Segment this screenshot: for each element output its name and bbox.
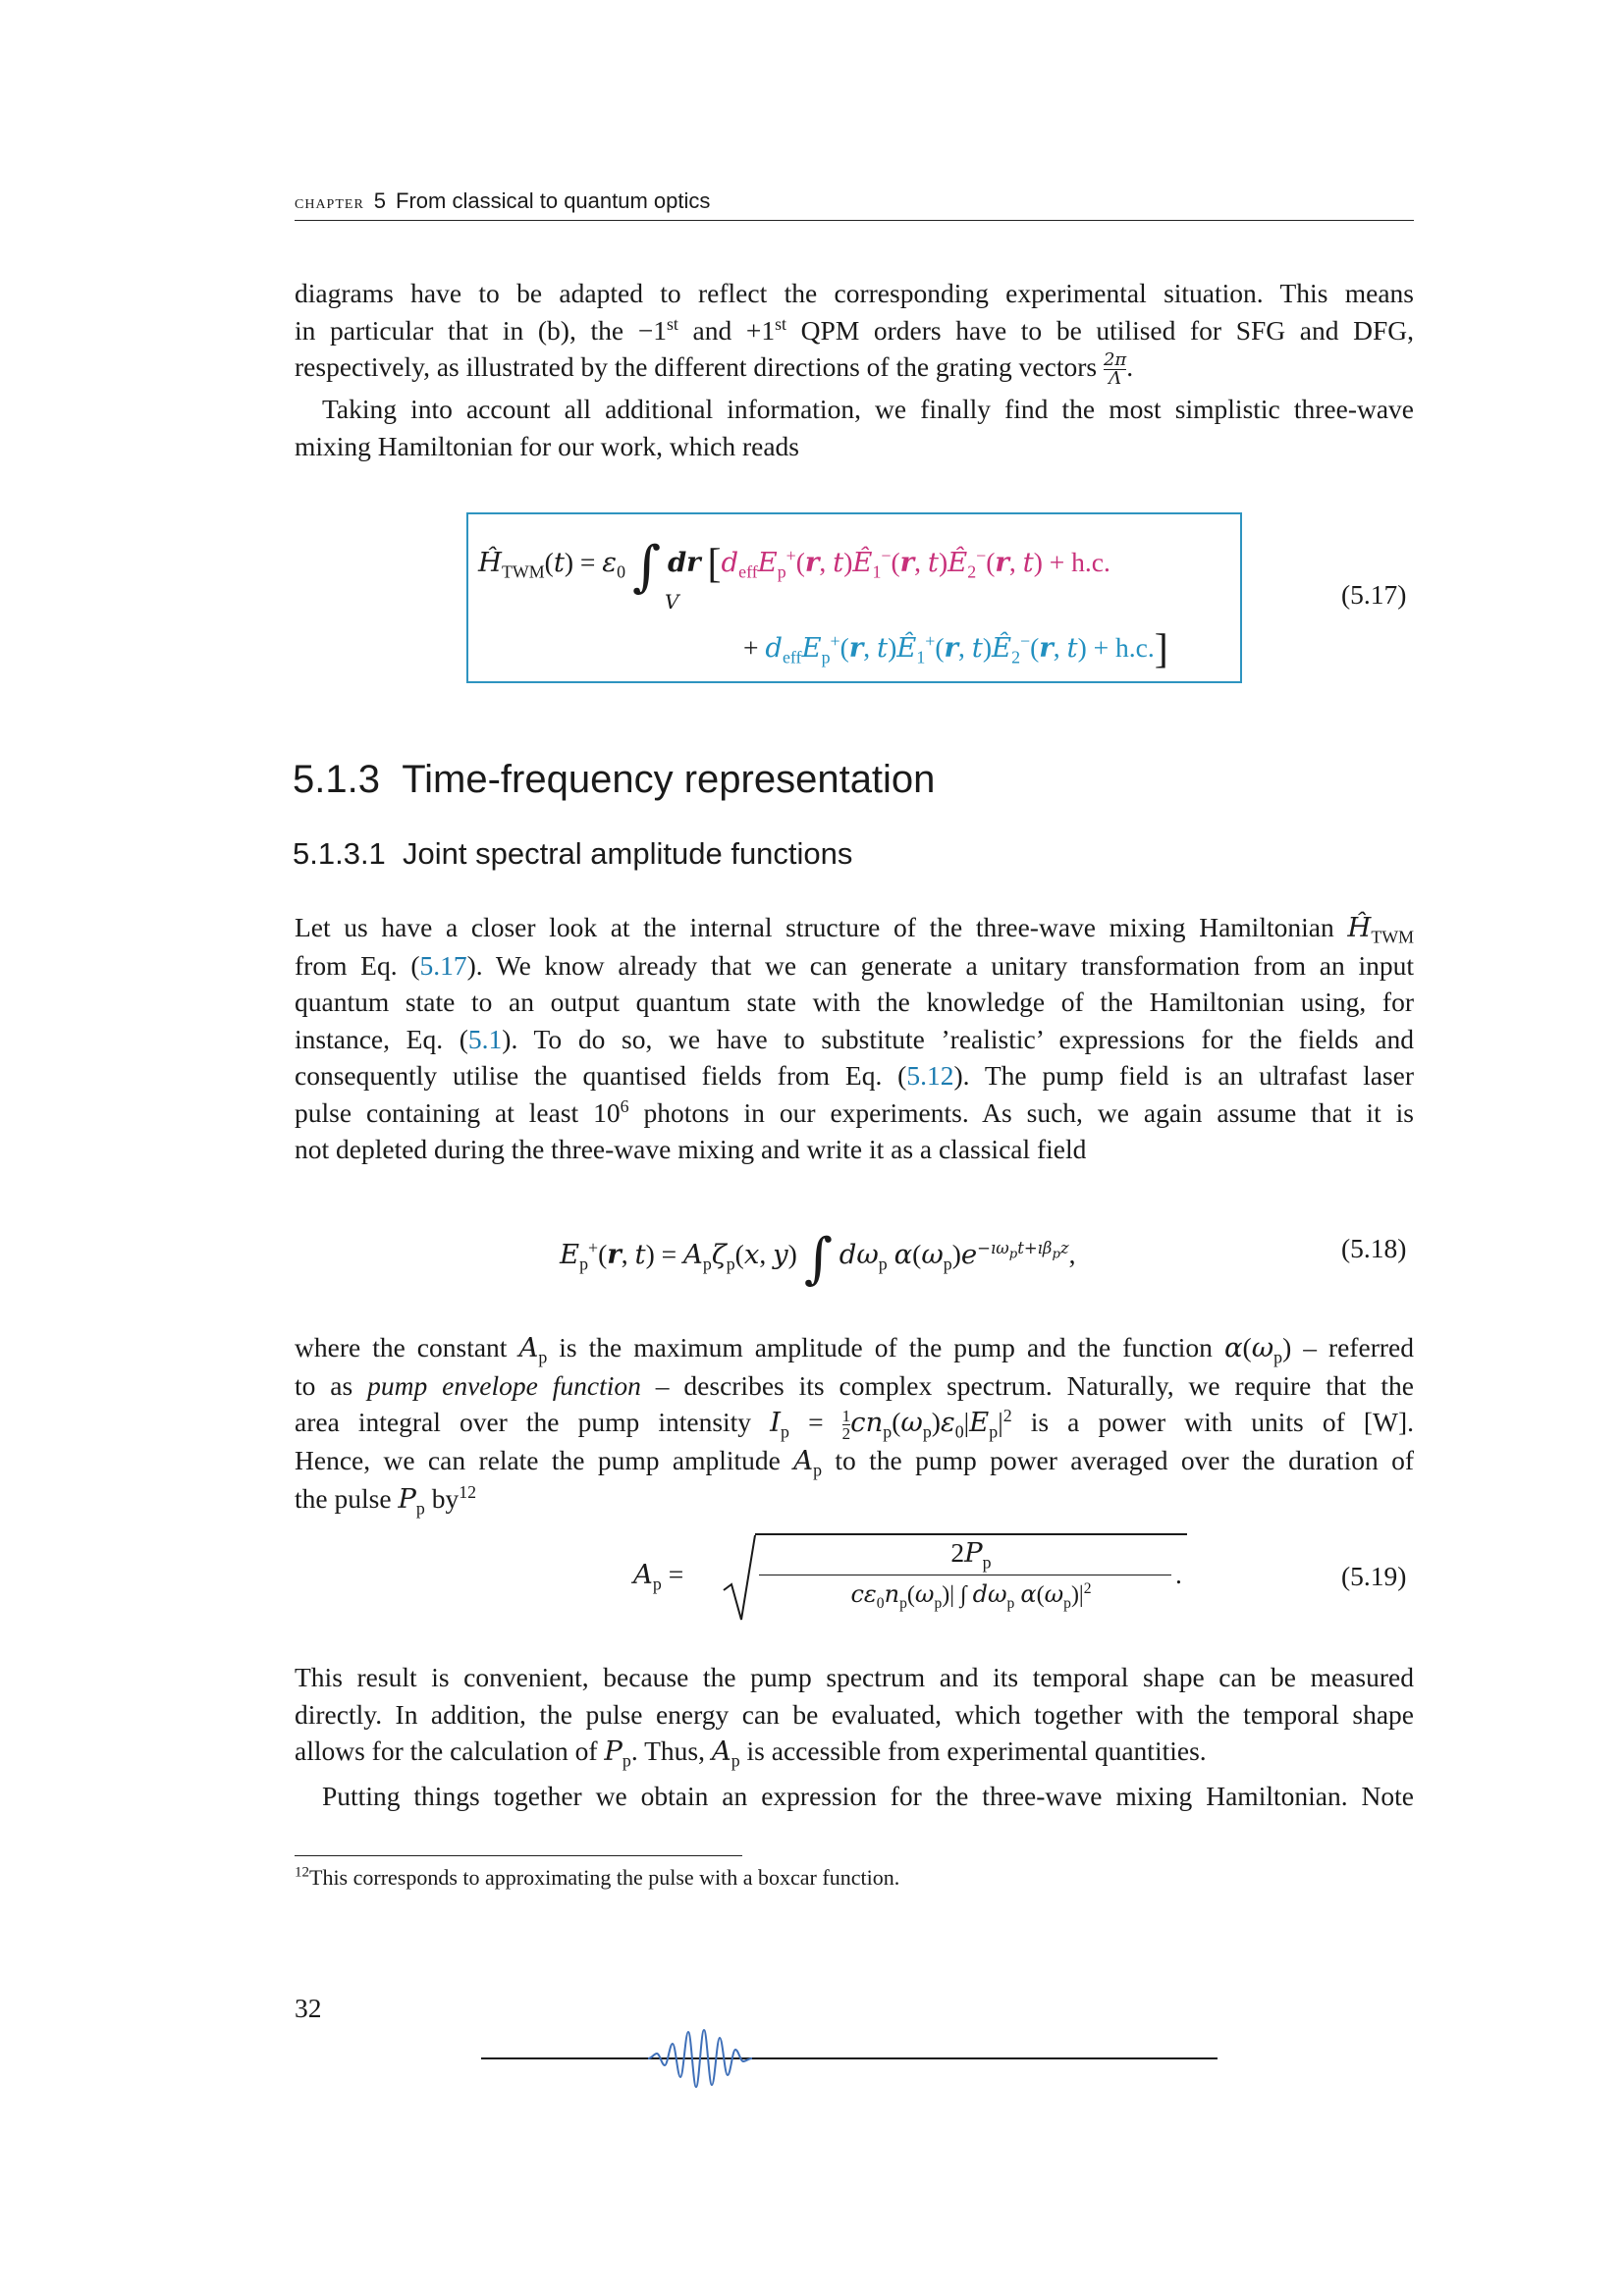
equation-5-17-line2: + $d_{eff}E_p^+(r$, $t)Ê_1^+(r$, $t)Ê_2^-(r$, t) + h.c.] <box>743 627 1168 672</box>
integral-lower-limit: V <box>665 590 679 614</box>
paragraph-1: diagrams have to be adapted to reflect the corresponding experimental situation. This means in particular that in (b), the −1st and +1st QPM orders have to be utilised for SFG and DFG, respectively, as illustrated by the different directions of the grating vectors $\frac{2\pi}{\Lambda}$ . <box>295 278 1414 390</box>
eq-ref-5-12[interactable]: 5.12 <box>906 1060 954 1091</box>
paragraph-2: Taking into account all additional information, we finally find the most simplistic three-wave mixing Hamiltonian for our work, which reads <box>295 394 1414 461</box>
chapter-title: From classical to quantum optics <box>396 188 711 213</box>
equation-5-18: $E_p^+(r$, $t) = A_p\zeta_p(x$, y) ∫ $d\omega_p$ $\alpha(\omega_p)e^{-ı\omega_pt+ı\beta_pz}$, <box>560 1227 1076 1291</box>
running-header <box>295 188 1414 221</box>
equation-number-5-19: (5.19) <box>1341 1561 1407 1591</box>
eq-ref-5-1[interactable]: 5.1 <box>467 1023 503 1054</box>
paragraph-5: This result is convenient, because the pump spectrum and its temporal shape can be measured directly. In addition, the pulse energy can be evaluated, which together with the temporal shape allows for the calculation of $P_p$. Thus, $A_p$ is accessible from experimental quantities. <box>295 1662 1414 1771</box>
equation-number-5-17: (5.17) <box>1341 579 1407 610</box>
footnote-rule <box>295 1855 742 1856</box>
equation-5-17-line1: $Ĥ_{TWM}(t) = \varepsilon_0$ ∫ dr [$d_{eff}E_p^+(r$, $t)Ê_1^-(r$, $t)Ê_2^-(r$, t) + h.c. <box>478 535 1110 599</box>
chapter-word: chapter <box>295 191 364 213</box>
paragraph-3: Let us have a closer look at the internal structure of the three-wave mixing Hamiltonian $Ĥ_{TWM}$ from Eq. (5.17). We know already that we can generate a unitary transformation from an input quantum state to an output quantum state with the knowledge of the Hamiltonian using, for instance, Eq. (5.1). To do so, we have to substitute ’realistic’ expressions for the fields and consequently utilise the quantised fields from Eq. (5.12). The pump field is an ultrafast laser pulse containing at least $10^6$ photons in our experiments. As such, we again assume that it is not depleted during the three-wave mixing and write it as a classical field <box>295 912 1414 1164</box>
page-number: 32 <box>295 1993 322 2023</box>
equation-number-5-18: (5.18) <box>1341 1233 1407 1263</box>
footer-wave-logo <box>353 2004 1335 2112</box>
subsection-heading: 5.1.3.1 Joint spectral amplitude functions <box>293 836 853 871</box>
section-heading: 5.1.3 Time-frequency representation <box>293 758 936 801</box>
chapter-number: 5 <box>373 188 387 213</box>
paragraph-4: where the constant $A_p$ is the maximum amplitude of the pump and the function $\alpha(\omega_p)$ – referred to as pump envelope function – describes its complex spectrum. Naturally, we require that the area integral over the pump intensity $I_p$ = $\frac{1}{2}$ $cn_p(\omega_p)\varepsilon_0|E_p|^2$ is a power with units of [W]. Hence, we can relate the pump amplitude $A_p$ to the pump power averaged over the duration of the pulse $P_p$ $by^{12}$ <box>295 1332 1415 1519</box>
footnote: $^{12}$This corresponds to approximating the pulse with a boxcar function. <box>295 1864 900 1890</box>
eq-ref-5-17[interactable]: 5.17 <box>419 949 467 981</box>
sqrt-sign <box>722 1533 757 1624</box>
paragraph-6: Putting things together we obtain an expression for the three-wave mixing Hamiltonian. Note <box>322 1781 1414 1811</box>
